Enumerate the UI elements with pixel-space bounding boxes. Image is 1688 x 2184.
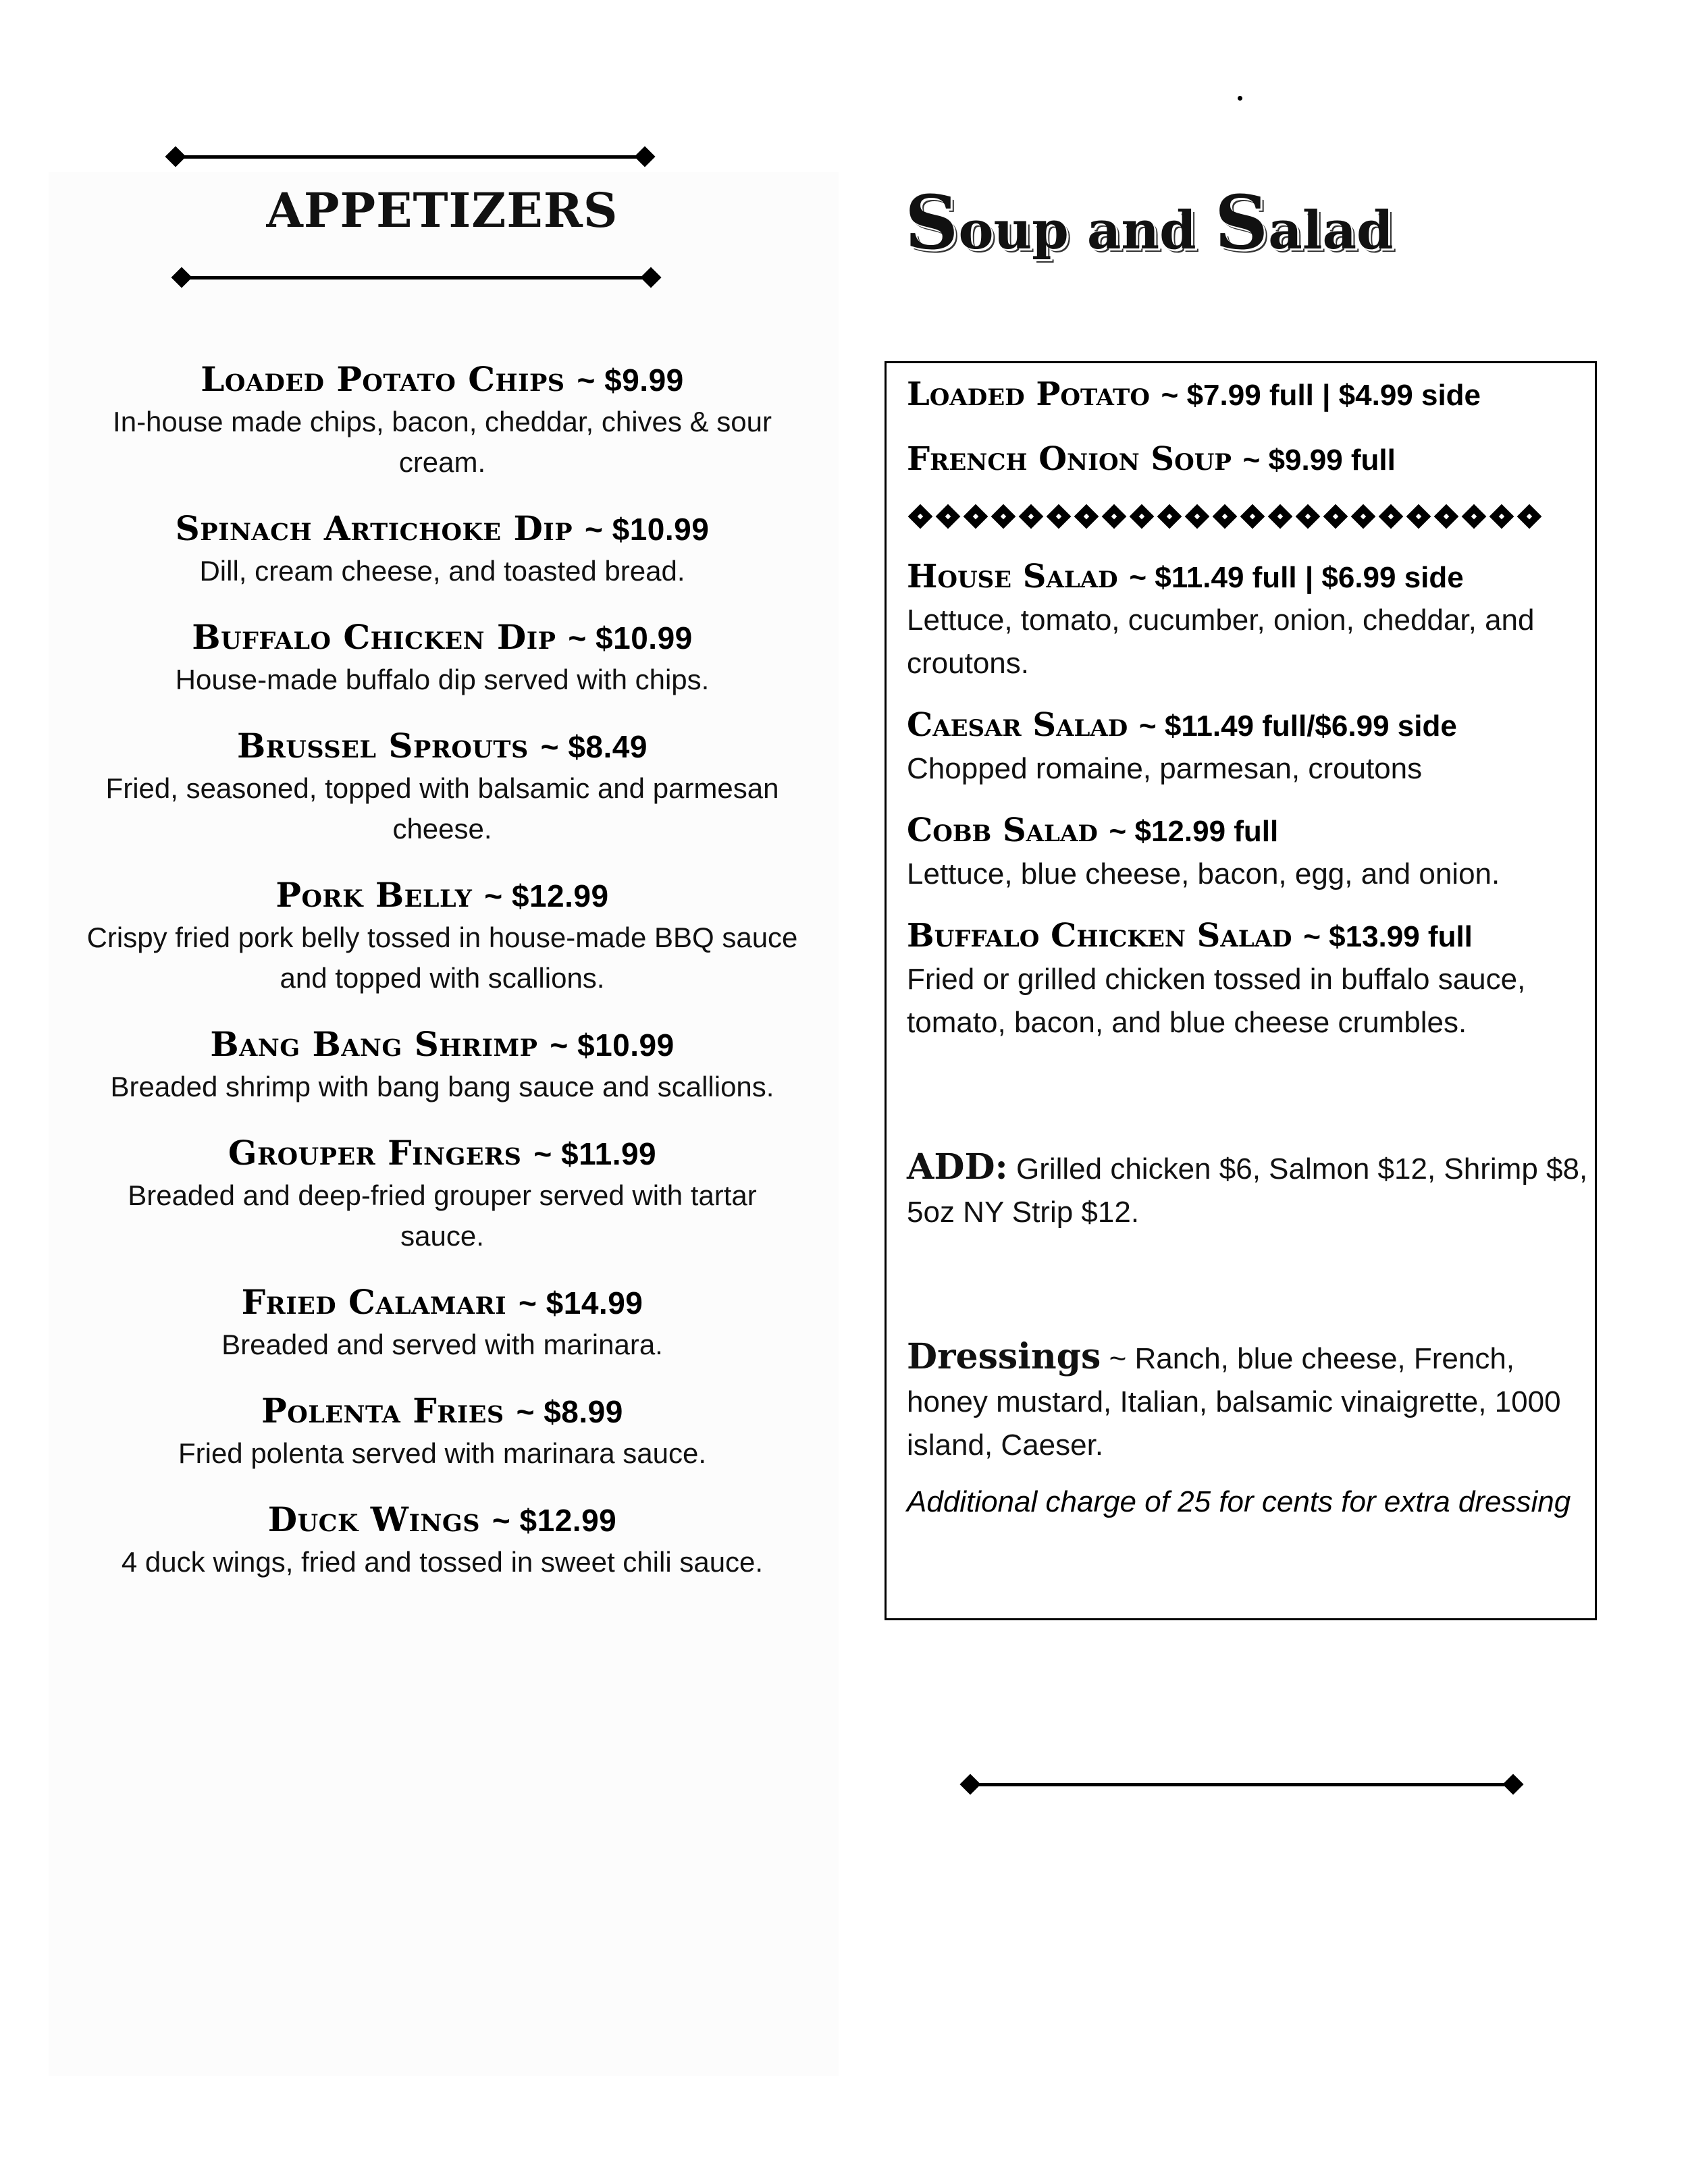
menu-item xyxy=(61,1281,824,1365)
item-price: ~ $8.99 xyxy=(516,1394,623,1429)
item-price: ~ $9.99 full xyxy=(1242,444,1396,477)
item-description: In-house made chips, bacon, cheddar, chives & sour cream. xyxy=(113,406,772,478)
item-description: House-made buffalo dip served with chips. xyxy=(175,664,710,695)
item-name: House Salad xyxy=(907,558,1118,595)
menu-item xyxy=(61,507,824,591)
menu-item xyxy=(61,1023,824,1107)
dressing-note: Additional charge of 25 for cents for extra dressing xyxy=(907,1485,1571,1518)
item-price: ~ $14.99 xyxy=(519,1285,643,1321)
item-name: Fried Calamari xyxy=(241,1282,507,1322)
item-price: ~ $12.99 xyxy=(484,878,609,913)
dressings xyxy=(907,1335,1589,1467)
item-name: Pork Belly xyxy=(275,875,473,915)
add-label: ADD: xyxy=(907,1146,1008,1188)
dressings-text: ~ Ranch, blue cheese, French, honey mustard, Italian, balsamic vinaigrette, 1000 island, Caeser. xyxy=(907,1342,1561,1462)
add-text: Grilled chicken $6, Salmon $12, Shrimp $8, 5oz NY Strip $12. xyxy=(907,1152,1588,1229)
stray-dot xyxy=(1238,96,1242,101)
menu-item xyxy=(61,616,824,700)
item-description: Fried polenta served with marinara sauce. xyxy=(178,1437,707,1469)
item-price: ~ $10.99 xyxy=(550,1028,675,1063)
menu-item xyxy=(61,724,824,849)
item-price: ~ $11.49 full/$6.99 side xyxy=(1138,710,1457,743)
menu-item xyxy=(61,358,824,483)
item-name: Loaded Potato xyxy=(907,375,1150,413)
item-name: Bang Bang Shrimp xyxy=(210,1024,538,1064)
salad-item xyxy=(907,556,1589,685)
item-price: ~ $11.99 xyxy=(533,1136,657,1171)
menu-item xyxy=(61,1131,824,1256)
appetizers-list xyxy=(61,358,824,1582)
item-name: Cobb Salad xyxy=(907,811,1098,849)
item-description: Crispy fried pork belly tossed in house-made BBQ sauce and topped with scallions. xyxy=(86,922,798,994)
item-price: ~ $12.99 full xyxy=(1109,815,1279,848)
item-name: Buffalo Chicken Salad xyxy=(907,917,1292,955)
item-name: French Onion Soup xyxy=(907,440,1232,478)
item-description: Breaded and served with marinara. xyxy=(221,1329,663,1360)
soup-item xyxy=(907,373,1589,417)
item-name: Buffalo Chicken Dip xyxy=(192,617,556,657)
item-price: ~ $8.49 xyxy=(540,729,648,764)
diamond-divider xyxy=(907,496,1589,537)
item-description: 4 duck wings, fried and tossed in sweet chili sauce. xyxy=(121,1546,764,1578)
menu-item xyxy=(61,1389,824,1474)
item-description: Fried or grilled chicken tossed in buffalo sauce, tomato, bacon, and blue cheese crumbles. xyxy=(907,963,1526,1039)
item-name: Duck Wings xyxy=(267,1499,480,1539)
dressings-label: Dressings xyxy=(907,1336,1101,1377)
item-price: ~ $7.99 full | $4.99 side xyxy=(1161,379,1481,412)
item-description: Dill, cream cheese, and toasted bread. xyxy=(199,555,685,587)
item-price: ~ $10.99 xyxy=(568,620,693,656)
item-price: ~ $9.99 xyxy=(577,363,684,398)
soup-salad-bottom-divider xyxy=(960,1774,1523,1794)
item-price: ~ $13.99 full xyxy=(1303,920,1473,953)
soup-salad-title: Soup and Salad xyxy=(905,179,1394,266)
salad-item xyxy=(907,915,1589,1044)
soup-item xyxy=(907,438,1589,481)
appetizers-bottom-divider xyxy=(172,267,661,288)
item-name: Brussel Sprouts xyxy=(237,726,529,766)
item-name: Spinach Artichoke Dip xyxy=(175,508,573,548)
item-description: Breaded and deep-fried grouper served with tartar sauce. xyxy=(128,1179,757,1252)
appetizers-top-divider xyxy=(165,147,655,167)
soup-salad-box xyxy=(885,361,1597,1620)
menu-item xyxy=(61,1498,824,1582)
item-name: Caesar Salad xyxy=(907,706,1128,744)
appetizers-title: APPETIZERS xyxy=(266,182,618,238)
item-price: ~ $11.49 full | $6.99 side xyxy=(1129,561,1464,594)
item-name: Grouper Fingers xyxy=(228,1133,522,1173)
item-description: Lettuce, tomato, cucumber, onion, cheddar, and croutons. xyxy=(907,604,1535,680)
item-name: Loaded Potato Chips xyxy=(201,359,565,399)
item-description: Breaded shrimp with bang bang sauce and scallions. xyxy=(110,1071,774,1102)
item-price: ~ $12.99 xyxy=(492,1503,617,1538)
item-description: Chopped romaine, parmesan, croutons xyxy=(907,752,1423,785)
item-name: Polenta Fries xyxy=(261,1391,504,1431)
menu-item xyxy=(61,874,824,998)
item-description: Fried, seasoned, topped with balsamic and parmesan cheese. xyxy=(105,772,779,845)
salad-item xyxy=(907,809,1589,896)
add-ons xyxy=(907,1146,1589,1234)
salad-item xyxy=(907,704,1589,791)
item-price: ~ $10.99 xyxy=(585,512,710,547)
item-description: Lettuce, blue cheese, bacon, egg, and onion. xyxy=(907,857,1500,890)
